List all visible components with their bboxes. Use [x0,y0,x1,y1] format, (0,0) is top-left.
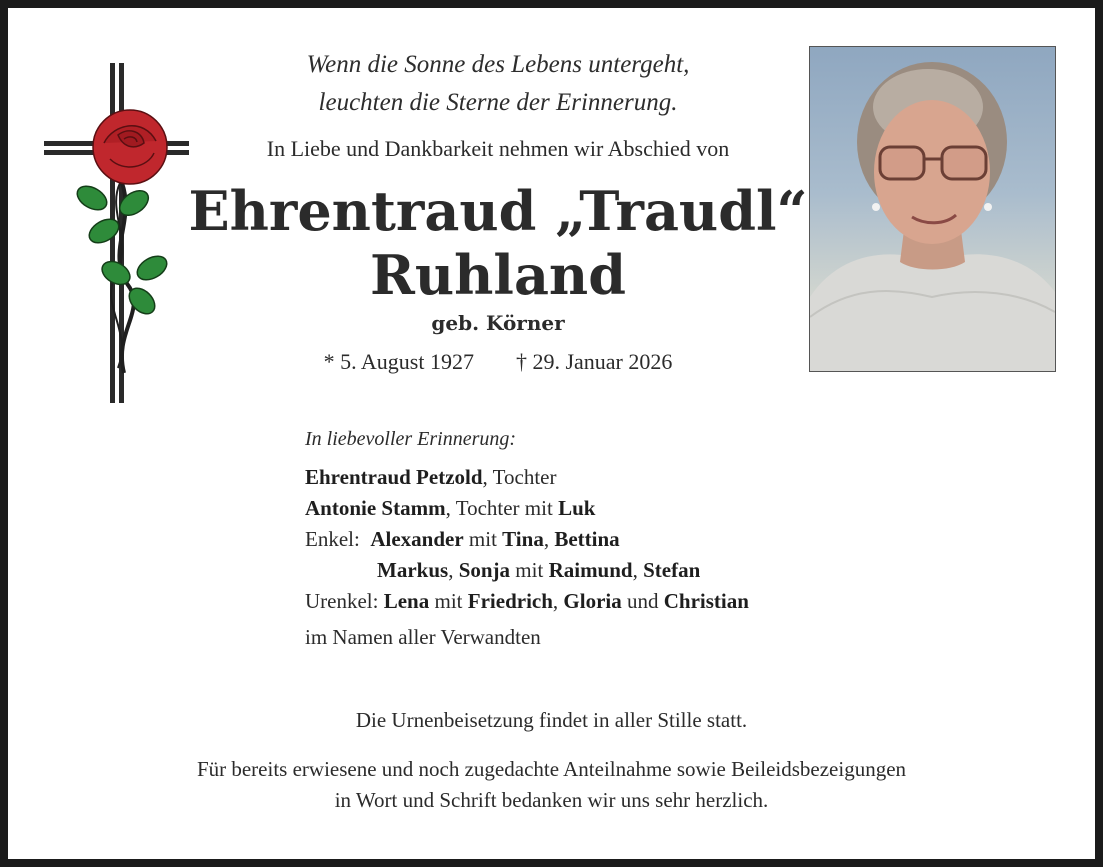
mourner-relation: , [552,589,564,613]
mourner-name: Tina [502,527,544,551]
mourner-row [305,586,749,617]
mourner-relation: , [632,558,644,582]
mourner-row [305,493,749,524]
mourner-name: Sonja [458,558,511,582]
mourner-relation: mit [463,527,503,551]
mourner-name: Raimund [548,558,633,582]
mourner-name: Luk [558,496,596,520]
mourner-relation: , [543,527,555,551]
mourner-row [305,462,749,493]
mourner-name: Stefan [643,558,701,582]
death-date: † 29. Januar 2026 [515,349,673,374]
motto-line-1: Wenn die Sonne des Lebens untergeht, [306,51,690,78]
mourner-relation: , Tochter [482,465,557,489]
mourner-name: Friedrich [467,589,553,613]
mourner-name: Lena [383,589,430,613]
mourner-relation: und [621,589,664,613]
mourners-list [305,462,749,617]
thanks-text [68,754,1035,816]
mourner-name: Bettina [554,527,620,551]
thanks-line-2: in Wort und Schrift bedanken wir uns sehr herzlich. [334,788,769,812]
mourner-name: Gloria [563,589,622,613]
mourner-relation: mit [510,558,549,582]
maiden-name: geb. Körner [431,311,565,335]
mourner-relation: , Tochter mit [445,496,559,520]
intro-text: In Liebe und Dankbarkeit nehmen wir Abschied von [266,136,730,161]
mourner-name: Alexander [370,527,464,551]
mourner-name: Antonie Stamm [305,496,446,520]
mourner-row [305,555,749,586]
relatives-text: im Namen aller Verwandten [305,625,541,649]
mourner-name: Christian [663,589,749,613]
mourner-name: Ehrentraud Petzold [305,465,483,489]
mourner-relation: , [448,558,459,582]
deceased-name-line-1: Ehrentraud „Traudl“ [188,179,808,243]
portrait-image [810,47,1055,371]
portrait-photo [809,46,1056,372]
mourner-name: Markus [377,558,449,582]
mourners-heading: In liebevoller Erinnerung: [305,428,517,450]
burial-notice: Die Urnenbeisetzung findet in aller Stille statt. [355,708,748,732]
obituary-notice [8,8,1095,859]
mourner-relation: Urenkel: [305,589,384,613]
life-dates [188,349,808,375]
motto-line-2: leuchten die Sterne der Erinnerung. [318,89,678,116]
mourner-row [305,524,749,555]
motto [188,46,808,122]
mourner-relation: Enkel: [305,527,371,551]
deceased-name-line-2: Ruhland [370,243,626,307]
thanks-line-1: Für bereits erwiesene und noch zugedachte Anteilnahme sowie Beileidsbezeigungen [196,757,907,781]
mourner-relation: mit [429,589,468,613]
birth-date: * 5. August 1927 [323,349,474,374]
